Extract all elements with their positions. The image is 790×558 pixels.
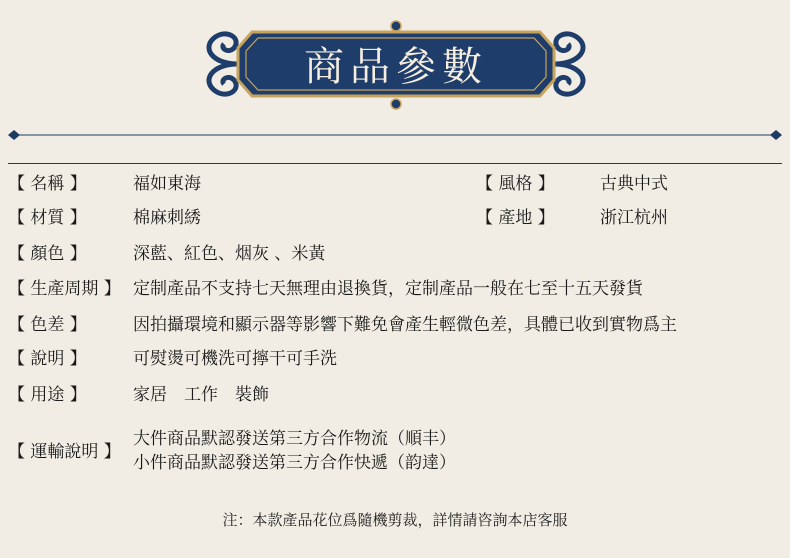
- param-value: 棉麻刺綉: [133, 208, 201, 228]
- param-row-material: [0, 205, 790, 231]
- table-top-divider: [8, 163, 782, 164]
- param-value: 家居 工作 裝飾: [133, 385, 269, 405]
- param-value: 小件商品默認發送第三方合作快遞（韵達）: [133, 453, 456, 473]
- param-row-name: [0, 171, 790, 197]
- footer-note: 注：本款產品花位爲隨機剪裁，詳情請咨詢本店客服: [222, 511, 568, 529]
- param-row-instructions: [0, 346, 790, 372]
- param-label: 【 產地 】: [476, 208, 555, 228]
- param-row-color-diff: [0, 312, 790, 338]
- param-value: 大件商品默認發送第三方合作物流（順丰）: [133, 429, 456, 449]
- param-label: 【 風格 】: [476, 174, 555, 194]
- param-value: 深藍、紅色、烟灰 、米黃: [133, 244, 326, 264]
- param-value: 古典中式: [600, 174, 668, 194]
- title-banner: [192, 18, 600, 110]
- param-row-usage: [0, 382, 790, 408]
- header-divider: [8, 130, 782, 140]
- param-label: 【 生產周期 】: [8, 279, 121, 299]
- param-label: 【 材質 】: [8, 208, 87, 228]
- param-value: 可熨燙可機洗可擰干可手洗: [133, 349, 337, 369]
- param-value: 因拍攝環境和顯示器等影響下難免會產生輕微色差，具體已收到實物爲主: [133, 315, 677, 335]
- param-label: 【 名稱 】: [8, 174, 87, 194]
- param-label: 【 顏色 】: [8, 244, 87, 264]
- param-row-color: [0, 241, 790, 267]
- param-label: 【 色差 】: [8, 315, 87, 335]
- param-label: 【 說明 】: [8, 349, 87, 369]
- param-label: 【 用途 】: [8, 385, 87, 405]
- param-value: 定制產品不支持七天無理由退換貨，定制產品一般在七至十五天發貨: [133, 279, 643, 299]
- param-value: 福如東海: [133, 174, 201, 194]
- param-row-shipping: [0, 426, 790, 478]
- page-title: 商品參數: [304, 44, 488, 90]
- param-row-cycle: [0, 276, 790, 302]
- param-label: 【 運輸說明 】: [8, 442, 121, 462]
- param-value: 浙江杭州: [600, 208, 668, 228]
